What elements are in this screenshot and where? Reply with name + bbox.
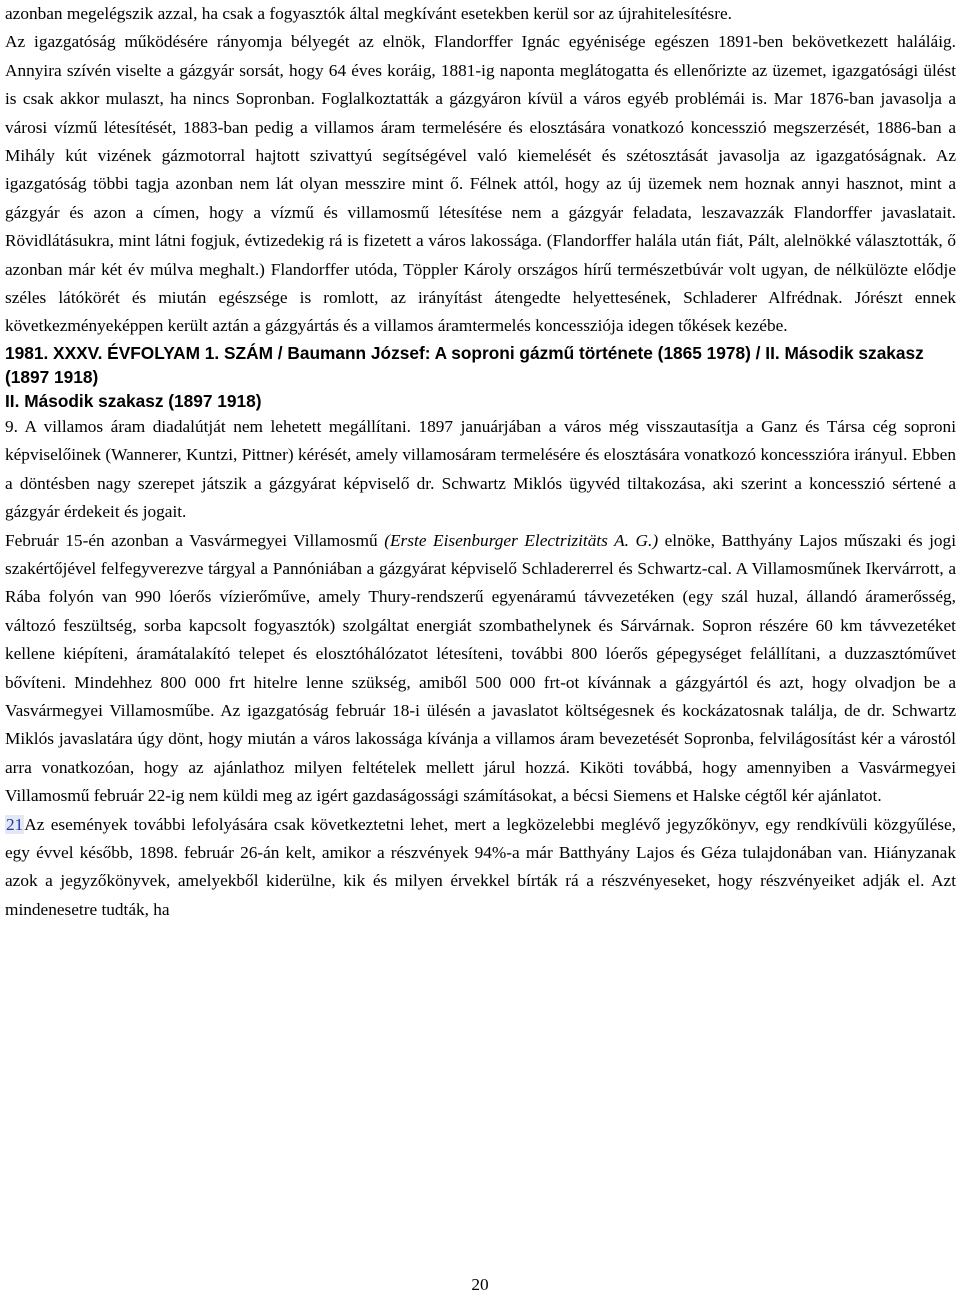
series-heading: 1981. XXXV. ÉVFOLYAM 1. SZÁM / Baumann József: A soproni gázmű története (1865 1978) / II. Második szakasz (1897 1918) (5, 342, 924, 387)
paragraph-february (5, 527, 956, 811)
paragraph-shares-text: Az események további lefolyására csak következtetni lehet, mert a legközelebbi meglévő jegyzőkönyv, egy rendkívüli közgyűlése, egy évvel később, 1898. február 26-án kelt, amikor a részvények 94%-a már Batthyány Lajos és Géza tulajdonában van. Hiányzanak azok a jegyzőkönyvek, amelyekből kiderülne, kik és milyen érvekkel bírták rá a részvényeseket, hogy részvényeiket adják el. Azt mindenesetre tudták, ha (5, 814, 956, 919)
company-name-italic: (Erste Eisenburger Electrizitäts A. G.) (384, 530, 659, 550)
document-page (5, 0, 956, 924)
page-number: 20 (471, 1275, 489, 1294)
paragraph-february-rest: elnöke, Batthyány Lajos műszaki és jogi szakértőjével felfegyverezve tárgyal a Pannóniában a gázgyárat képviselő Schladererrel és Schwartz-cal. A Villamosműnek Ikervárrott, a Rába folyón van 990 lóerős vízierőműve, amely Thury-rendszerű egyenáramú távvezetéken (egy szál huzal, állandó áramerősség, változó feszültség, sorba kapcsolt fogyasztók) szolgáltat energiát szombathelynek és Sárvárnak. Sopron részére 60 km távvezetéket kellene kiépíteni, áramátalakító telepet és elosztóhálózatot létesíteni, további 800 lóerős gépegységet felállítani, a duzzasztóművet bővíteni. Mindehhez 800 000 frt hitelre lenne szükség, amiből 500 000 frt-ot kívánnak a gázgyártól és azt, hogy olvadjon be a Vasvármegyei Villamosműbe. Az igazgatóság február 18-i ülésén a javaslatot költségesnek és kockázatosnak találja, de dr. Schwartz Miklós javaslatára úgy dönt, hogy miután a város lakossága kívánja a villamos áram bevezetését Sopronba, felvilágosítást kér a várostól arra vonatkozóan, hogy az ajánlathoz milyen feltételek mellett járul hozzá. Kiköti továbbá, hogy amennyiben a Vasvármegyei Villamosmű február 22-ig nem küldi meg az igért gazdaságossági számításokat, a bécsi Siemens et Halske cégtől kér ajánlatot. (5, 530, 956, 806)
paragraph-continuation: azonban megelégszik azzal, ha csak a fogyasztók által megkívánt esetekben kerül sor az újrahitelesítésre. (5, 4, 732, 23)
paragraph-february-start: Február 15-én azonban a Vasvármegyei Villamosmű (5, 530, 385, 550)
paragraph-flandorffer: Az igazgatóság működésére rányomja bélyegét az elnök, Flandorffer Ignác egyénisége egészen 1891-ben bekövetkezett haláláig. Annyira szívén viselte a gázgyár sorsát, hogy 64 éves koráig, 1881-ig naponta meglátogatta és ellenőrizte az üzemet, igazgatósági ülést is csak akkor mulaszt, ha nincs Sopronban. Foglalkoztatták a gázgyáron kívül a város egyéb problémái is. Mar 1876-ban javasolja a városi vízmű létesítését, 1883-ban pedig a villamos áram termelésére és elosztására vonatkozó koncesszió megszerzését, 1886-ban a Mihály kút vizének gázmotorral hajtott szivattyú segítségével való kiemelését és szétosztását javasolja az igazgatóságnak. Az igazgatóság többi tagja azonban nem lát olyan messzire mint ő. Félnek attól, hogy az új üzemek nem hoznak annyi hasznot, mint a gázgyár és azon a címen, hogy a vízmű és villamosmű létesítése nem a gázgyár feladata, leszavazzák Flandorffer javaslatait. Rövidlátásukra, mint látni fogjuk, évtizedekig rá is fizetett a város lakossága. (Flandorffer halála után fiát, Pált, alelnökké választották, ő azonban már két év múlva meghalt.) Flandorffer utóda, Töppler Károly országos hírű természetbúvár volt ugyan, de nélkülözte elődje széles látókörét és miután egészsége is romlott, az irányítást átengedte helyettesének, Schladerer Alfrédnak. Jórészt ennek következményeképpen került aztán a gázgyártás és a villamos áramtermelés koncessziója idegen tőkések kezébe. (5, 32, 956, 336)
footnote-reference-link[interactable]: 21 (6, 814, 24, 834)
paragraph-section-9: 9. A villamos áram diadalútját nem lehetett megállítani. 1897 januárjában a város még visszautasítja a Ganz és Társa cég soproni képviselőinek (Wannerer, Kuntzi, Pittner) kérését, amely villamosáram termelésére és elosztására vonatkozó koncesszióra irányul. Ebben a döntésben nagy szerepet játszik a gázgyárat képviselő dr. Schwartz Miklós ügyvéd tiltakozása, aki szerint a koncesszió sértené a gázgyár érdekeit és jogait. (5, 416, 956, 522)
section-heading: II. Második szakasz (1897 1918) (5, 390, 262, 411)
paragraph-shares (5, 811, 956, 925)
